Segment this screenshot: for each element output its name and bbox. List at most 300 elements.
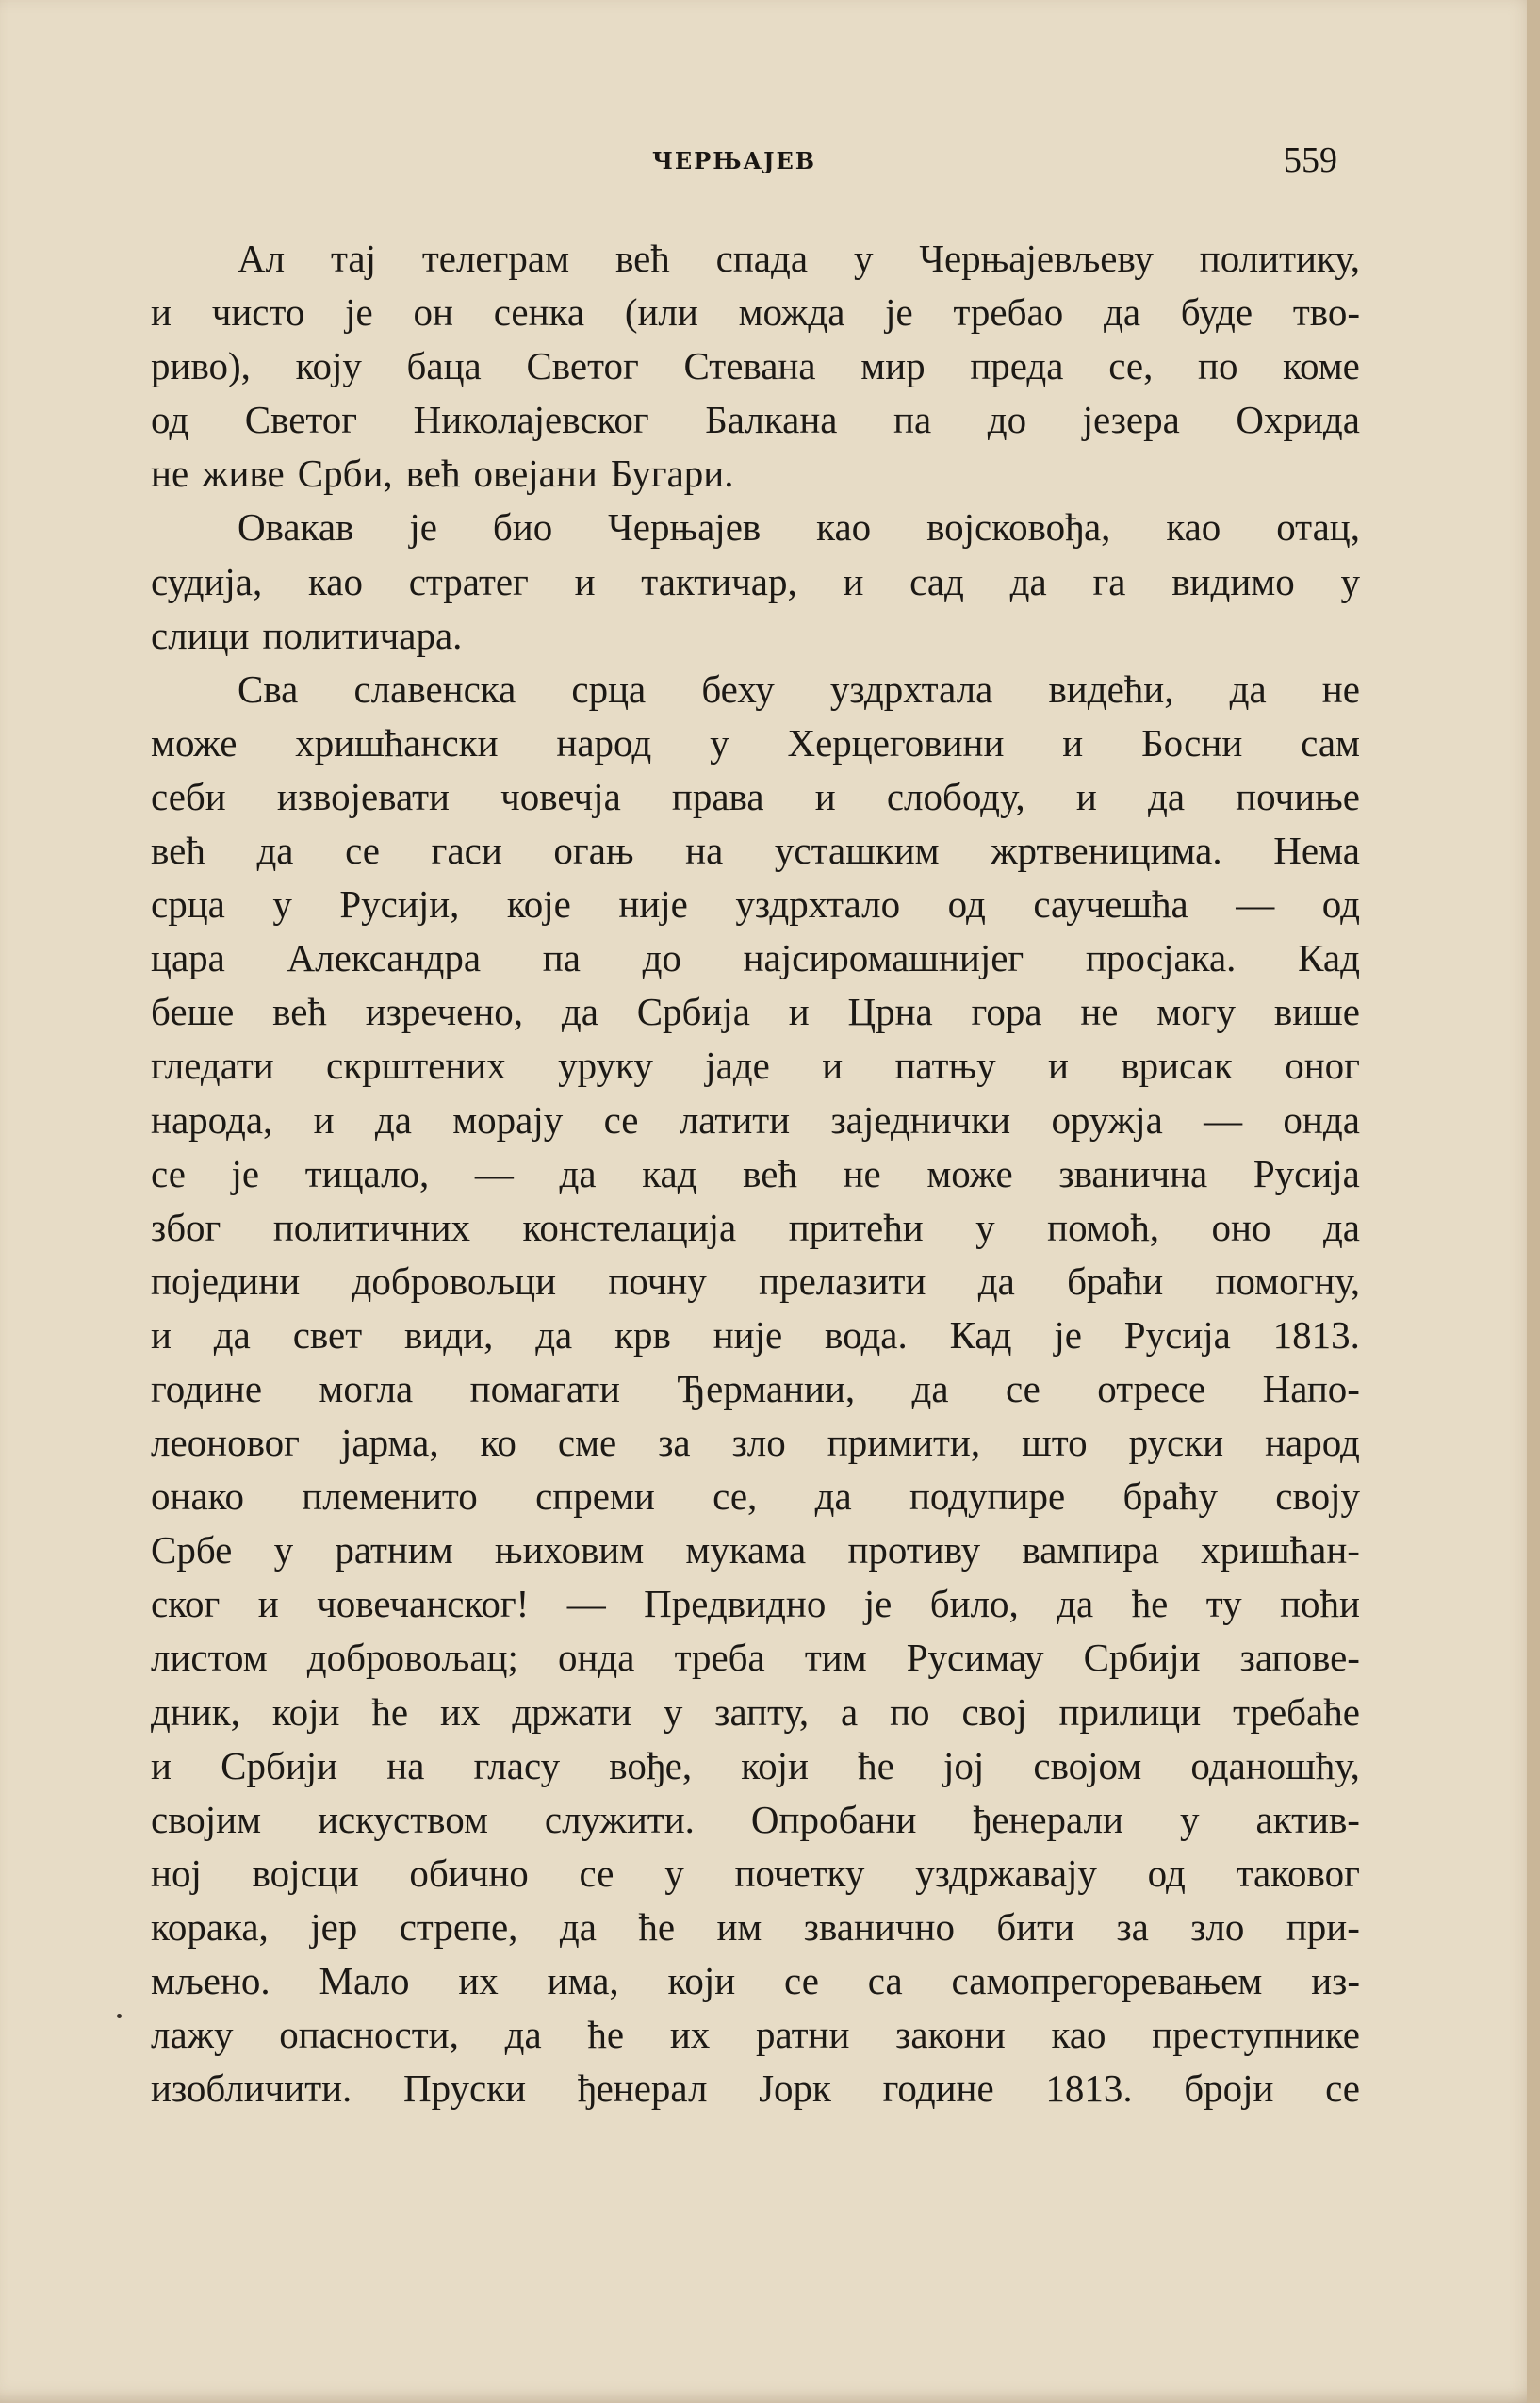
word: њиховим <box>494 1528 645 1572</box>
word: — <box>474 1151 514 1195</box>
word: зло <box>731 1421 786 1465</box>
word: се <box>1005 1366 1040 1410</box>
word: се <box>784 1959 819 2002</box>
word: сенка <box>493 290 585 335</box>
word: саучешћа <box>1033 882 1188 927</box>
word: срца <box>571 667 647 711</box>
word: уздрхтала <box>829 667 993 711</box>
word: броји <box>1184 2066 1274 2111</box>
word: да <box>1147 774 1186 818</box>
word: оружја <box>1051 1097 1163 1142</box>
text-line <box>151 985 1360 1039</box>
word: и <box>843 559 864 603</box>
word: таковог <box>1236 1851 1360 1895</box>
word: у <box>975 1205 995 1249</box>
word: Светог <box>244 398 358 442</box>
word: Ал <box>238 237 286 280</box>
word: слици <box>151 613 250 657</box>
word: усташким <box>774 829 940 873</box>
word: Балкана <box>705 398 838 442</box>
text-line <box>151 1308 1360 1362</box>
text-line <box>151 2008 1360 2062</box>
word: па <box>542 936 581 980</box>
word: се <box>345 829 381 873</box>
word: срца <box>151 882 225 927</box>
word: не <box>1321 667 1360 711</box>
word: оно <box>1211 1205 1271 1249</box>
word: гаси <box>431 829 502 873</box>
ink-speck <box>117 2014 122 2018</box>
word: Русимау <box>906 1636 1044 1680</box>
word: по <box>1198 344 1238 388</box>
text-line <box>151 1954 1360 2008</box>
word: јер <box>310 1904 358 1949</box>
word: Александра <box>287 936 482 980</box>
word: да <box>977 1259 1015 1303</box>
word: и <box>151 1743 172 1787</box>
word: тицало, <box>304 1151 430 1195</box>
word: и <box>1075 774 1097 818</box>
word: Херцеговини <box>787 720 1005 765</box>
word: ко <box>480 1421 516 1465</box>
word: у <box>273 1528 294 1572</box>
word: политичара. <box>262 613 463 657</box>
word: судија, <box>151 559 263 603</box>
word: онда <box>1283 1097 1360 1142</box>
word: у <box>1180 1797 1200 1841</box>
word: треба <box>674 1636 765 1680</box>
word: Черњајев <box>608 505 762 550</box>
word: Ђермании, <box>677 1366 856 1410</box>
word: Николајевског <box>413 398 649 442</box>
word: Србија <box>636 990 750 1034</box>
word: и <box>1062 720 1084 765</box>
word: актив- <box>1255 1797 1360 1841</box>
word: поједини <box>151 1259 301 1303</box>
word: је <box>345 290 373 335</box>
word: да <box>504 2013 542 2057</box>
word: народ <box>556 720 652 765</box>
word: беху <box>701 667 775 711</box>
word: који <box>667 1959 736 2002</box>
word: противу <box>847 1528 981 1572</box>
word: уруку <box>558 1044 653 1088</box>
text-line <box>151 1686 1360 1739</box>
word: због <box>151 1205 221 1249</box>
word: јарма, <box>340 1421 439 1465</box>
word: и <box>151 1312 172 1357</box>
word: сме <box>557 1421 617 1465</box>
text-line <box>151 716 1360 770</box>
word: ће <box>371 1689 409 1734</box>
word: и <box>574 559 596 603</box>
word: који <box>271 1689 340 1734</box>
word: ђенерали <box>973 1797 1124 1841</box>
word: овејани <box>473 452 598 496</box>
word: да <box>1103 290 1141 335</box>
text-line <box>151 339 1360 393</box>
word: запту, <box>714 1689 810 1734</box>
word: (или <box>624 290 698 335</box>
text-line <box>151 2062 1360 2115</box>
word: скрштених <box>326 1044 506 1088</box>
page-header <box>0 140 1540 187</box>
word: тај <box>330 237 376 280</box>
word: од <box>151 398 189 442</box>
word: је <box>231 1151 260 1195</box>
word: ту <box>1205 1582 1242 1626</box>
word: при- <box>1286 1904 1360 1949</box>
word: држати <box>512 1689 631 1734</box>
word: морају <box>452 1097 564 1142</box>
word: у <box>710 720 729 765</box>
word: и <box>151 290 172 335</box>
word: као <box>307 559 363 603</box>
word: кад <box>642 1151 697 1195</box>
word: ђенерал <box>577 2066 708 2111</box>
word: ратним <box>335 1528 453 1572</box>
body-text <box>151 232 1360 2115</box>
word: Охрида <box>1236 398 1360 442</box>
word: отресе <box>1097 1366 1206 1410</box>
word: да <box>1009 559 1047 603</box>
word: Напо- <box>1262 1366 1360 1410</box>
word: закони <box>895 2013 1006 2057</box>
word: званична <box>1058 1151 1208 1195</box>
word: заједнички <box>830 1097 1011 1142</box>
word: не <box>151 452 189 496</box>
word: Опробани <box>750 1797 917 1841</box>
word: свој <box>961 1689 1027 1734</box>
word: је <box>409 505 437 550</box>
word: било, <box>929 1582 1019 1626</box>
word: да <box>1322 1205 1360 1249</box>
text-line <box>151 1362 1360 1416</box>
word: од <box>947 882 986 927</box>
word: можда <box>738 290 845 335</box>
word: изобличити. <box>151 2066 352 2111</box>
word: преда <box>970 344 1064 388</box>
word: огањ <box>553 829 634 873</box>
word: отац, <box>1276 505 1360 550</box>
word: вампира <box>1022 1528 1159 1572</box>
word: почну <box>608 1259 707 1303</box>
word: народа, <box>151 1097 273 1142</box>
word: више <box>1273 990 1360 1034</box>
word: 1813. <box>1272 1312 1360 1357</box>
word: онда <box>557 1636 635 1680</box>
word: Русија <box>1253 1151 1360 1195</box>
word: им <box>716 1904 762 1949</box>
word: се <box>151 1151 186 1195</box>
word: онако <box>151 1474 244 1519</box>
word: помоћ, <box>1047 1205 1160 1249</box>
word: и <box>822 1044 844 1088</box>
word: гласу <box>473 1743 561 1787</box>
word: што <box>1022 1421 1088 1465</box>
word: лажу <box>151 2013 234 2057</box>
word: се, <box>713 1474 758 1519</box>
word: у <box>663 1689 683 1734</box>
word: већ <box>405 452 461 496</box>
word: латити <box>679 1097 791 1142</box>
word: се <box>1325 2066 1360 2111</box>
word: човечанског! <box>317 1582 530 1626</box>
word: баца <box>406 344 482 388</box>
word: да <box>814 1474 852 1519</box>
text-line <box>151 232 1360 286</box>
word: мукама <box>685 1528 807 1572</box>
text-line <box>151 1739 1360 1793</box>
word: бити <box>996 1904 1075 1949</box>
word: видимо <box>1171 559 1295 603</box>
word: слободу, <box>886 774 1025 818</box>
text-line <box>151 931 1360 985</box>
word: у <box>664 1851 684 1895</box>
word: Русија <box>1123 1312 1231 1357</box>
word: буде <box>1180 290 1253 335</box>
word: војсци <box>252 1851 359 1895</box>
word: Јорк <box>759 2066 831 2111</box>
word: се <box>603 1097 639 1142</box>
word: ће <box>638 1904 676 1949</box>
page-number: 559 <box>1284 140 1337 180</box>
word: био <box>492 505 553 550</box>
word: примити, <box>827 1421 981 1465</box>
word: до <box>642 936 681 980</box>
word: и <box>814 774 836 818</box>
word: на <box>685 829 724 873</box>
word: славенска <box>353 667 516 711</box>
word: своју <box>1275 1474 1360 1519</box>
word: телеграм <box>421 237 570 280</box>
word: притећи <box>788 1205 924 1249</box>
word: помогну, <box>1215 1259 1360 1303</box>
word: да <box>535 1312 573 1357</box>
word: званично <box>803 1904 955 1949</box>
word: Србији <box>221 1743 338 1787</box>
word: и <box>1047 1044 1069 1088</box>
word: до <box>987 398 1027 442</box>
word: Мало <box>319 1959 410 2002</box>
word: браћу <box>1122 1474 1218 1519</box>
word: не <box>843 1151 881 1195</box>
word: гледати <box>151 1044 274 1088</box>
word: види, <box>403 1312 494 1357</box>
text-line <box>151 447 1360 501</box>
word: патњу <box>894 1044 996 1088</box>
word: није <box>713 1312 783 1357</box>
word: да <box>374 1097 412 1142</box>
text-line <box>151 1470 1360 1523</box>
word: Србији <box>1083 1636 1201 1680</box>
word: добровољци <box>352 1259 557 1303</box>
word: обично <box>409 1851 529 1895</box>
word: политику, <box>1199 237 1360 280</box>
word: га <box>1092 559 1126 603</box>
word: Кад <box>949 1312 1012 1357</box>
word: извојевати <box>276 774 450 818</box>
word: ће <box>587 2013 625 2057</box>
word: тактичар, <box>641 559 797 603</box>
word: најсиромашнијег <box>743 936 1024 980</box>
word: да <box>559 1151 597 1195</box>
word: — <box>1236 882 1275 927</box>
word: поћи <box>1280 1582 1360 1626</box>
word: може <box>926 1151 1013 1195</box>
word: гора <box>971 990 1042 1034</box>
text-line <box>151 663 1360 716</box>
word: није <box>618 882 688 927</box>
word: ског <box>151 1582 221 1626</box>
word: као <box>1051 2013 1106 2057</box>
word: Босни <box>1141 720 1243 765</box>
word: их <box>439 1689 481 1734</box>
word: се <box>579 1851 614 1895</box>
word: права <box>671 774 764 818</box>
word: Нема <box>1273 829 1360 873</box>
word: Светог <box>526 344 639 388</box>
word: по <box>890 1689 930 1734</box>
word: искуством <box>318 1797 488 1841</box>
word: могу <box>1156 990 1237 1034</box>
word: сад <box>909 559 964 603</box>
word: прилици <box>1058 1689 1202 1734</box>
word: за <box>1116 1904 1149 1949</box>
word: из- <box>1311 1959 1360 2002</box>
word: Срби, <box>297 452 393 496</box>
text-line <box>151 824 1360 878</box>
word: видећи, <box>1048 667 1174 711</box>
text-line <box>151 501 1360 554</box>
word: јаде <box>705 1044 770 1088</box>
word: браћи <box>1067 1259 1164 1303</box>
text-line <box>151 1094 1360 1147</box>
word: требао <box>953 290 1064 335</box>
word: зло <box>1190 1904 1245 1949</box>
word: већ <box>743 1151 797 1195</box>
word: изречено, <box>365 990 524 1034</box>
word: констелација <box>522 1205 737 1249</box>
page-edge <box>1527 0 1540 2403</box>
word: већ <box>151 829 205 873</box>
word: јој <box>942 1743 985 1787</box>
word: народ <box>1265 1421 1360 1465</box>
word: коју <box>295 344 362 388</box>
word: стратег <box>408 559 529 603</box>
text-line <box>151 1577 1360 1631</box>
word: хришћански <box>295 720 499 765</box>
word: мљено. <box>151 1959 270 2002</box>
word: може <box>151 720 238 765</box>
word: сам <box>1301 720 1360 765</box>
word: — <box>566 1582 606 1626</box>
word: године <box>151 1366 263 1410</box>
word: Русији, <box>339 882 460 927</box>
word: чисто <box>211 290 305 335</box>
word: је <box>1054 1312 1082 1357</box>
text-line <box>151 1523 1360 1577</box>
word: риво), <box>151 344 251 388</box>
word: Кад <box>1298 936 1360 980</box>
word: има, <box>547 1959 619 2002</box>
word: да <box>561 990 598 1034</box>
word: врисак <box>1121 1044 1233 1088</box>
word: их <box>458 1959 499 2002</box>
word: самопрегоревањем <box>951 1959 1263 2002</box>
text-line <box>151 1901 1360 1954</box>
word: са <box>867 1959 903 2002</box>
word: опасности, <box>279 2013 459 2057</box>
word: да <box>911 1366 949 1410</box>
word: листом <box>151 1636 268 1680</box>
word: помагати <box>469 1366 620 1410</box>
text-line <box>151 1847 1360 1901</box>
word: и <box>257 1582 279 1626</box>
word: корака, <box>151 1904 269 1949</box>
word: леоновог <box>151 1421 300 1465</box>
word: Стевана <box>683 344 816 388</box>
word: прелазити <box>759 1259 926 1303</box>
word: живе <box>202 452 285 496</box>
word: оног <box>1285 1044 1360 1088</box>
word: године <box>882 2066 994 2111</box>
word: себи <box>151 774 226 818</box>
word: добровољац; <box>306 1636 518 1680</box>
word: подупире <box>909 1474 1066 1519</box>
word: он <box>413 290 453 335</box>
word: спада <box>715 237 809 280</box>
word: хришћан- <box>1201 1528 1360 1572</box>
word: жртвеницима. <box>991 829 1222 873</box>
word: већ <box>614 237 670 280</box>
word: је <box>885 290 913 335</box>
word: Бугари. <box>610 452 734 496</box>
word: човечја <box>500 774 621 818</box>
word: тим <box>804 1636 867 1680</box>
word: требаће <box>1233 1689 1360 1734</box>
word: као <box>816 505 872 550</box>
text-line <box>151 393 1360 447</box>
word: племенито <box>302 1474 478 1519</box>
word: Предвидно <box>644 1582 827 1626</box>
word: је <box>863 1582 893 1626</box>
word: дник, <box>151 1689 240 1734</box>
word: војсковођа, <box>926 505 1111 550</box>
word: вода. <box>825 1312 908 1357</box>
word: да <box>256 829 294 873</box>
word: оданошћу, <box>1190 1743 1360 1787</box>
word: од <box>1321 882 1360 927</box>
word: спреми <box>535 1474 655 1519</box>
word: их <box>669 2013 711 2057</box>
word: мир <box>860 344 926 388</box>
text-line <box>151 1255 1360 1308</box>
word: беше <box>151 990 235 1034</box>
word: 1813. <box>1045 2066 1133 2111</box>
text-line <box>151 1039 1360 1093</box>
word: ће <box>1131 1582 1169 1626</box>
word: стрепе, <box>399 1904 518 1949</box>
word: — <box>1204 1097 1243 1142</box>
word: не <box>1080 990 1119 1034</box>
text-line <box>151 286 1360 339</box>
word: ној <box>151 1851 202 1895</box>
word: коме <box>1283 344 1360 388</box>
running-head: ЧЕРЊАЈЕВ <box>652 147 817 174</box>
word: Црна <box>847 990 933 1034</box>
word: својом <box>1033 1743 1142 1787</box>
